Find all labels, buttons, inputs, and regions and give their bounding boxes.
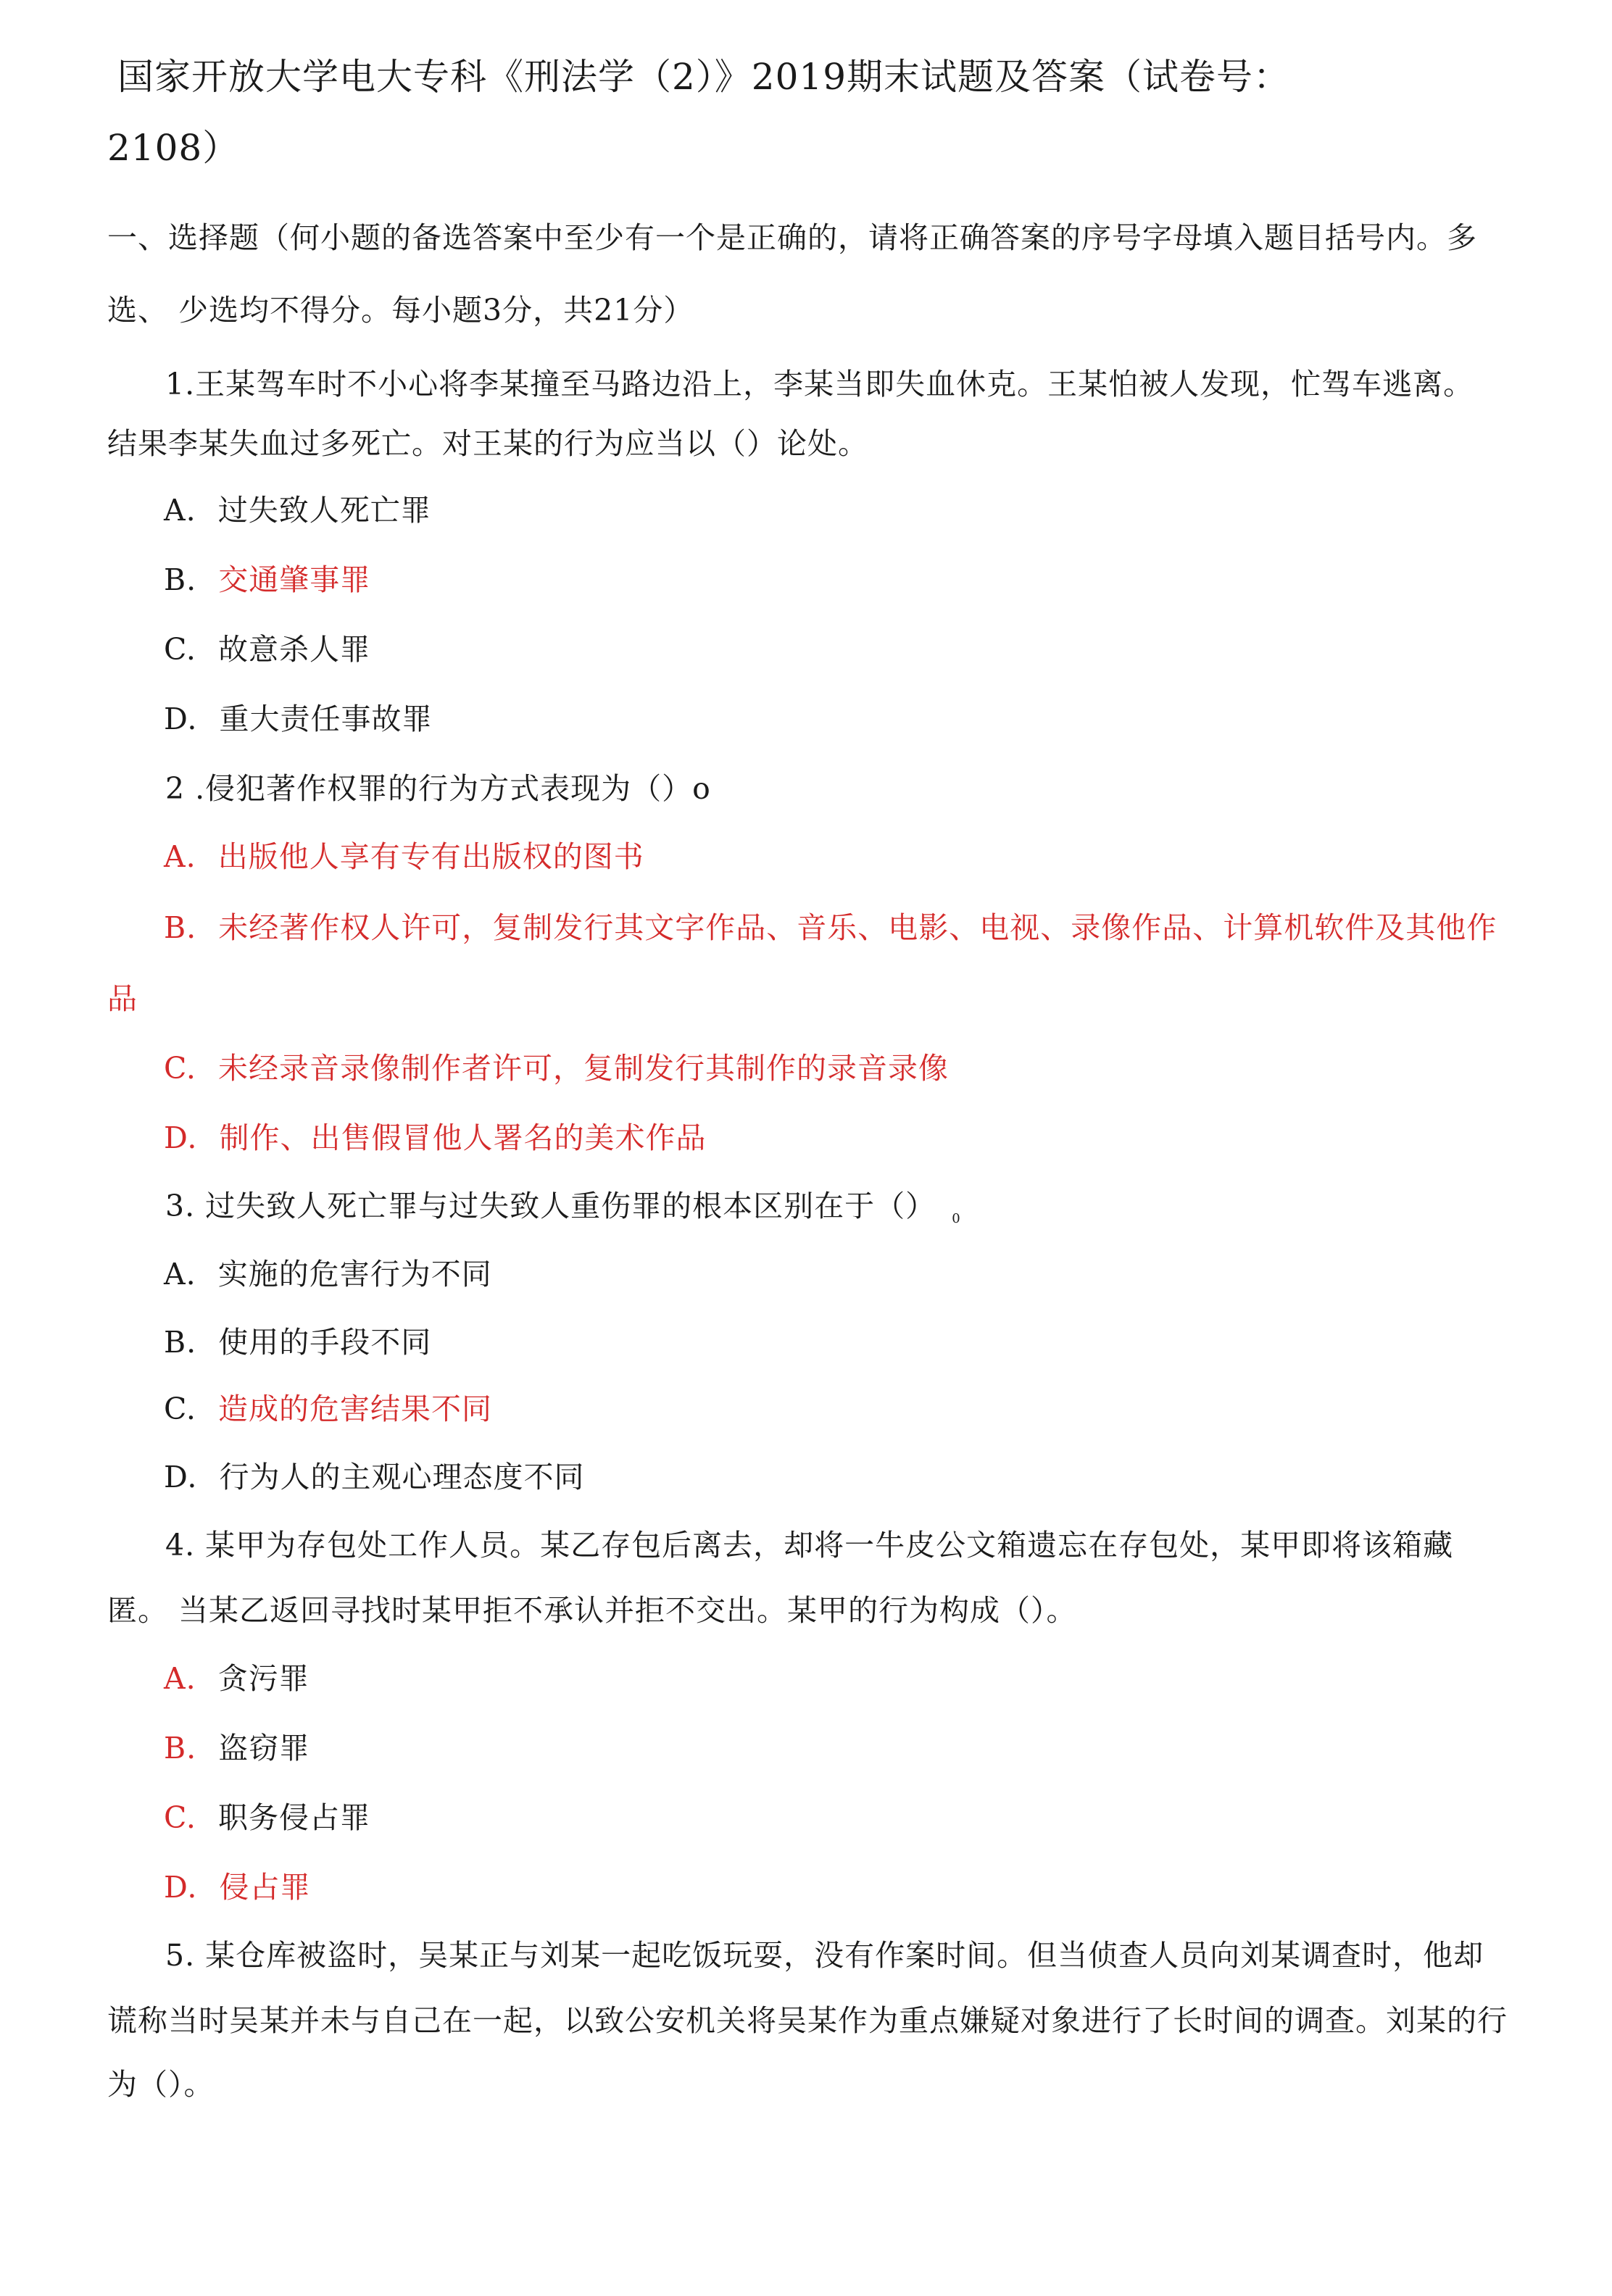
question-2-option-a	[164, 838, 644, 875]
question-5-stem-line-2: 谎称当时吴某并未与自己在一起，以致公安机关将吴某作为重点嫌疑对象进行了长时间的调查。刘某的行	[107, 2003, 1508, 2038]
question-2-option-c	[164, 1049, 949, 1087]
option-text-answer: 未经著作权人许可，复制发行其文字作品、音乐、电影、电视、录像作品、计算机软件及其他作	[218, 910, 1497, 945]
option-text: 行为人的主观心理态度不同	[219, 1460, 585, 1494]
option-text: 盗窃罪	[218, 1731, 310, 1765]
option-text-answer: 交通肇事罪	[218, 562, 371, 597]
option-letter: B.	[164, 562, 197, 597]
question-1-option-d	[164, 700, 433, 738]
question-1-option-b	[164, 561, 370, 599]
option-text: 使用的手段不同	[218, 1325, 432, 1360]
option-text: 实施的危害行为不同	[217, 1257, 492, 1292]
question-2-stem-line-1: 2 .侵犯著作权罪的行为方式表现为（）o	[165, 771, 711, 806]
option-letter: B.	[164, 910, 197, 945]
option-letter: B.	[164, 1325, 197, 1360]
option-letter: C.	[164, 1392, 196, 1426]
question-4-option-b	[164, 1729, 309, 1767]
question-5-stem-line-1: 5. 某仓库被盗时，吴某正与刘某一起吃饭玩耍，没有作案时间。但当侦查人员向刘某调查时，他却	[165, 1938, 1484, 1973]
question-4-option-c	[164, 1799, 370, 1837]
section-heading-line-2: 选、 少选均不得分。每小题3分，共21分）	[107, 293, 694, 328]
option-text-answer: 未经录音录像制作者许可，复制发行其制作的录音录像	[218, 1051, 949, 1086]
option-letter-answer: A.	[164, 1661, 196, 1696]
option-text: 过失致人死亡罪	[217, 493, 431, 528]
question-1-option-a	[164, 491, 431, 529]
option-text: 故意杀人罪	[218, 632, 370, 667]
question-5-stem-line-3: 为（）。	[107, 2067, 215, 2102]
question-3-stem-mark: 0	[952, 1211, 961, 1227]
option-text-answer: 出版他人享有专有出版权的图书	[217, 839, 644, 874]
question-2-option-d	[164, 1119, 707, 1157]
document-title-line-2: 2108）	[107, 127, 240, 169]
option-letter: A.	[164, 839, 196, 874]
question-2-option-b-continuation: 品	[107, 981, 138, 1016]
question-3-option-a	[164, 1255, 492, 1293]
question-3-option-d	[164, 1458, 585, 1496]
question-3-stem	[165, 1187, 961, 1238]
section-heading-line-1: 一、选择题（何小题的备选答案中至少有一个是正确的，请将正确答案的序号字母填入题目括号内。多	[107, 220, 1477, 255]
question-2-option-b	[164, 909, 1497, 947]
question-4-stem-line-1: 4. 某甲为存包处工作人员。某乙存包后离去，却将一牛皮公文箱遗忘在存包处，某甲即将该箱藏	[165, 1528, 1454, 1563]
question-1-option-c	[164, 631, 370, 668]
option-text-answer: 侵占罪	[219, 1870, 311, 1905]
option-letter-answer: B.	[164, 1731, 197, 1765]
question-3-stem-text: 3. 过失致人死亡罪与过失致人重伤罪的根本区别在于（）	[165, 1189, 936, 1223]
option-letter: A.	[164, 493, 196, 528]
option-text-answer: 造成的危害结果不同	[218, 1392, 492, 1426]
option-letter: C.	[164, 1051, 196, 1086]
question-1-stem-line-2: 结果李某失血过多死亡。对王某的行为应当以（）论处。	[107, 426, 868, 461]
option-text: 重大责任事故罪	[219, 702, 433, 736]
question-3-option-b	[164, 1323, 431, 1361]
option-letter: A.	[164, 1257, 196, 1292]
option-letter: C.	[164, 632, 196, 667]
option-text: 贪污罪	[217, 1661, 309, 1696]
option-text-answer: 制作、出售假冒他人署名的美术作品	[219, 1120, 707, 1155]
option-letter: D.	[164, 702, 198, 736]
option-letter: D.	[164, 1460, 198, 1494]
question-3-option-c	[164, 1390, 492, 1428]
option-letter-answer: C.	[164, 1800, 196, 1835]
question-4-stem-line-2: 匿。 当某乙返回寻找时某甲拒不承认并拒不交出。某甲的行为构成（）。	[107, 1593, 1077, 1628]
document-title-line-1: 国家开放大学电大专科《刑法学（2）》2019期末试题及答案（试卷号：	[117, 56, 1291, 98]
question-1-stem-line-1: 1.王某驾车时不小心将李某撞至马路边沿上，李某当即失血休克。王某怕被人发现，忙驾车逃离。	[165, 367, 1474, 402]
question-4-option-a	[164, 1660, 309, 1697]
option-letter: D.	[164, 1120, 198, 1155]
option-text: 职务侵占罪	[218, 1800, 370, 1835]
option-letter-answer: D.	[164, 1870, 198, 1905]
question-4-option-d	[164, 1868, 311, 1906]
